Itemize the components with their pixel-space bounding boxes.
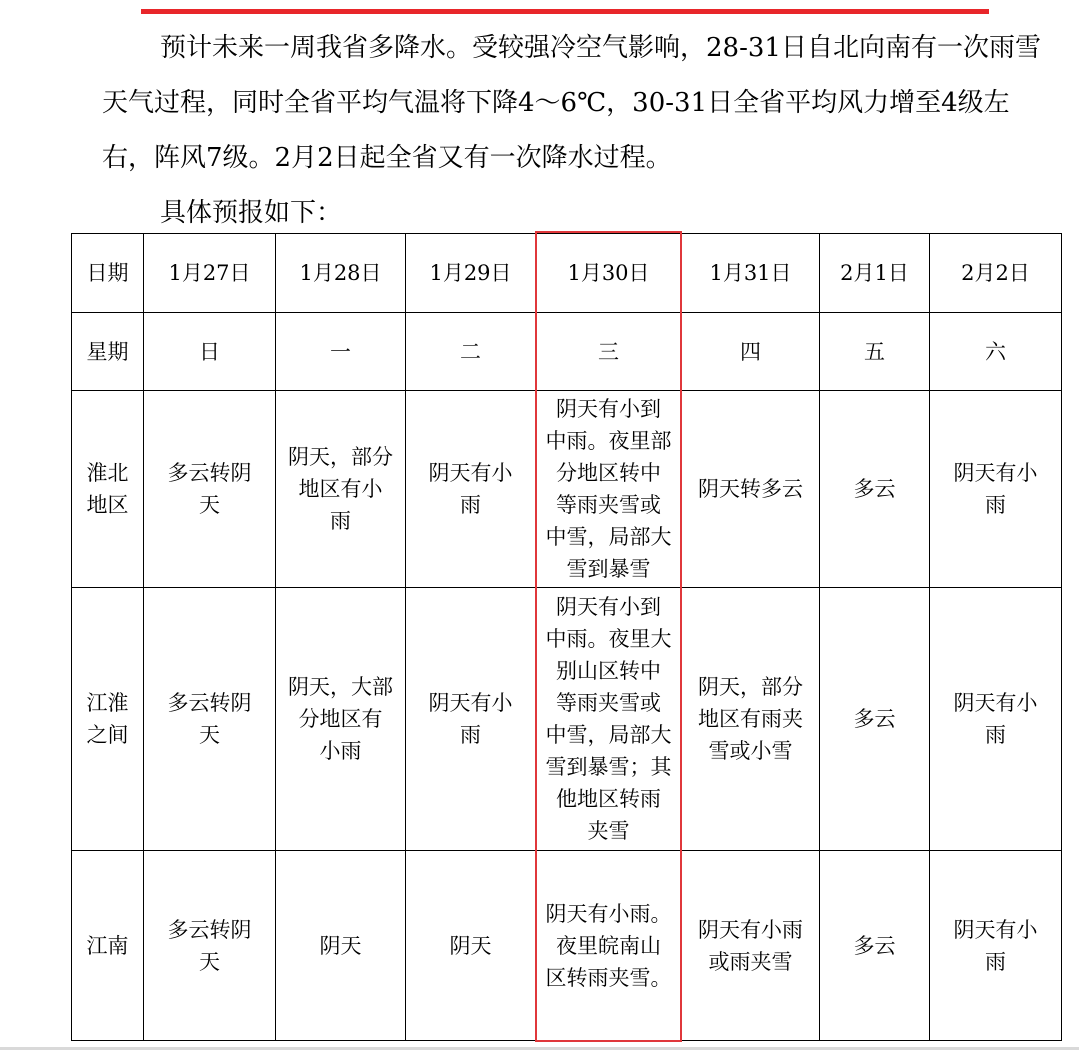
forecast-cell: 阴天 [406, 851, 536, 1041]
table-row-jianghuai [72, 588, 1062, 851]
forecast-heading: 具体预报如下： [160, 198, 343, 228]
date-cell: 1月30日 [536, 234, 682, 313]
forecast-cell: 阴天有小 雨 [930, 851, 1062, 1041]
date-cell: 1月31日 [682, 234, 820, 313]
forecast-cell: 阴天转多云 [682, 391, 820, 588]
forecast-intro-paragraph: 预计未来一周我省多降水。受较强冷空气影响，28-31日自北向南有一次雨雪天气过程，同时全省平均气温将下降4～6℃，30-31日全省平均风力增至4级左右，阵风7级。2月2日起全省又有一次降水过程。 [102, 33, 1041, 173]
forecast-cell: 阴天有小到 中雨。夜里大 别山区转中 等雨夹雪或 中雪，局部大 雪到暴雪；其 他地区转雨 夹雪 [536, 588, 682, 851]
forecast-cell: 阴天，部分 地区有雨夹 雪或小雪 [682, 588, 820, 851]
weekday-cell: 五 [820, 313, 930, 391]
forecast-cell: 阴天有小 雨 [406, 391, 536, 588]
forecast-table [71, 233, 1062, 1041]
weekday-cell: 二 [406, 313, 536, 391]
forecast-cell: 阴天有小雨 或雨夹雪 [682, 851, 820, 1041]
row-label-jianghuai: 江淮 之间 [72, 588, 144, 851]
date-cell: 2月2日 [930, 234, 1062, 313]
weekday-cell: 日 [144, 313, 276, 391]
row-label-date: 日期 [72, 234, 144, 313]
forecast-cell: 阴天 [276, 851, 406, 1041]
date-cell: 1月27日 [144, 234, 276, 313]
table-row-huaibei [72, 391, 1062, 588]
forecast-cell: 阴天有小 雨 [406, 588, 536, 851]
weekday-cell: 六 [930, 313, 1062, 391]
forecast-cell: 阴天有小 雨 [930, 588, 1062, 851]
forecast-cell: 多云 [820, 851, 930, 1041]
weekday-cell: 四 [682, 313, 820, 391]
forecast-cell: 阴天有小到 中雨。夜里部 分地区转中 等雨夹雪或 中雪，局部大 雪到暴雪 [536, 391, 682, 588]
row-label-jiangnan: 江南 [72, 851, 144, 1041]
forecast-cell: 阴天，大部 分地区有 小雨 [276, 588, 406, 851]
forecast-cell: 阴天有小雨。 夜里皖南山 区转雨夹雪。 [536, 851, 682, 1041]
forecast-cell: 多云转阴 天 [144, 391, 276, 588]
weekday-cell: 三 [536, 313, 682, 391]
row-label-huaibei: 淮北 地区 [72, 391, 144, 588]
table-row-jiangnan [72, 851, 1062, 1041]
table-row-date [72, 234, 1062, 313]
row-label-weekday: 星期 [72, 313, 144, 391]
top-red-rule [141, 9, 989, 14]
forecast-cell: 多云转阴 天 [144, 588, 276, 851]
forecast-cell: 多云 [820, 391, 930, 588]
forecast-cell: 阴天，部分 地区有小 雨 [276, 391, 406, 588]
table-row-weekday [72, 313, 1062, 391]
forecast-cell: 多云转阴 天 [144, 851, 276, 1041]
forecast-cell: 阴天有小 雨 [930, 391, 1062, 588]
weekday-cell: 一 [276, 313, 406, 391]
date-cell: 1月28日 [276, 234, 406, 313]
date-cell: 2月1日 [820, 234, 930, 313]
date-cell: 1月29日 [406, 234, 536, 313]
forecast-cell: 多云 [820, 588, 930, 851]
